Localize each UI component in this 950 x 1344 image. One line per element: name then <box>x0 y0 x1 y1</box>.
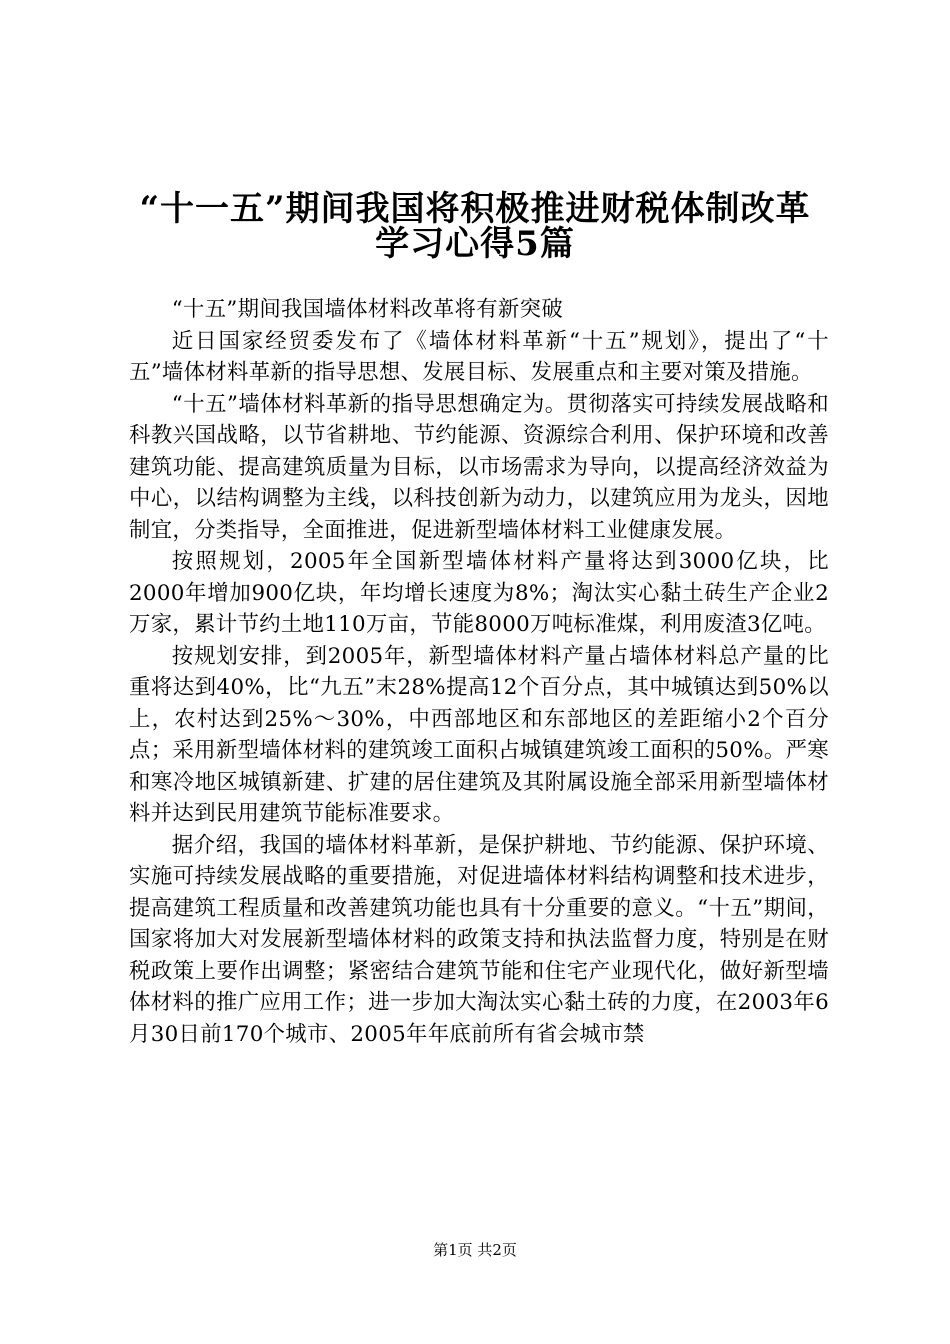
paragraph: “十五”墙体材料革新的指导思想确定为。贯彻落实可持续发展战略和科教兴国战略，以节省耕地、节约能源、资源综合利用、保护环境和改善建筑功能、提高建筑质量为目标，以市场需求为导向，以提高经济效益为中心，以结构调整为主线，以科技创新为动力，以建筑应用为龙头，因地制宜，分类指导，全面推进，促进新型墙体材料工业健康发展。 <box>129 391 829 543</box>
paragraph: 按照规划，2005年全国新型墙体材料产量将达到3000亿块，比2000年增加900亿块，年均增长速度为8%；淘汰实心黏土砖生产企业2万家，累计节约土地110万亩，节能8000万吨标准煤，利用废渣3亿吨。 <box>129 549 829 637</box>
page-footer: 第1页 共2页 <box>433 1241 517 1259</box>
paragraph: 按规划安排，到2005年，新型墙体材料产量占墙体材料总产量的比重将达到40%，比“九五”末28%提高12个百分点，其中城镇达到50%以上，农村达到25%～30%，中西部地区和东部地区的差距缩小2个百分点；采用新型墙体材料的建筑竣工面积占城镇建筑竣工面积的50%。严寒和寒冷地区城镇新建、扩建的居住建筑及其附属设施全部采用新型墙体材料并达到民用建筑节能标准要求。 <box>129 643 829 826</box>
paragraph: 据介绍，我国的墙体材料革新，是保护耕地、节约能源、保护环境、实施可持续发展战略的重要措施，对促进墙体材料结构调整和技术进步，提高建筑工程质量和改善建筑功能也具有十分重要的意义。“十五”期间，国家将加大对发展新型墙体材料的政策支持和执法监督力度，特别是在财税政策上要作出调整；紧密结合建筑节能和住宅产业现代化，做好新型墙体材料的推广应用工作；进一步加大淘汰实心黏土砖的力度，在2003年6月30日前170个城市、2005年年底前所有省会城市禁 <box>129 832 829 1047</box>
document-title-line2: 学习心得5篇 <box>375 224 575 264</box>
document-title-line1: “十一五”期间我国将积极推进财税体制改革 <box>139 189 811 229</box>
paragraph: 近日国家经贸委发布了《墙体材料革新“十五”规划》，提出了“十五”墙体材料革新的指导思想、发展目标、发展重点和主要对策及措施。 <box>129 328 829 385</box>
paragraph-subtitle: “十五”期间我国墙体材料改革将有新突破 <box>171 297 564 322</box>
document-body <box>129 294 829 1050</box>
